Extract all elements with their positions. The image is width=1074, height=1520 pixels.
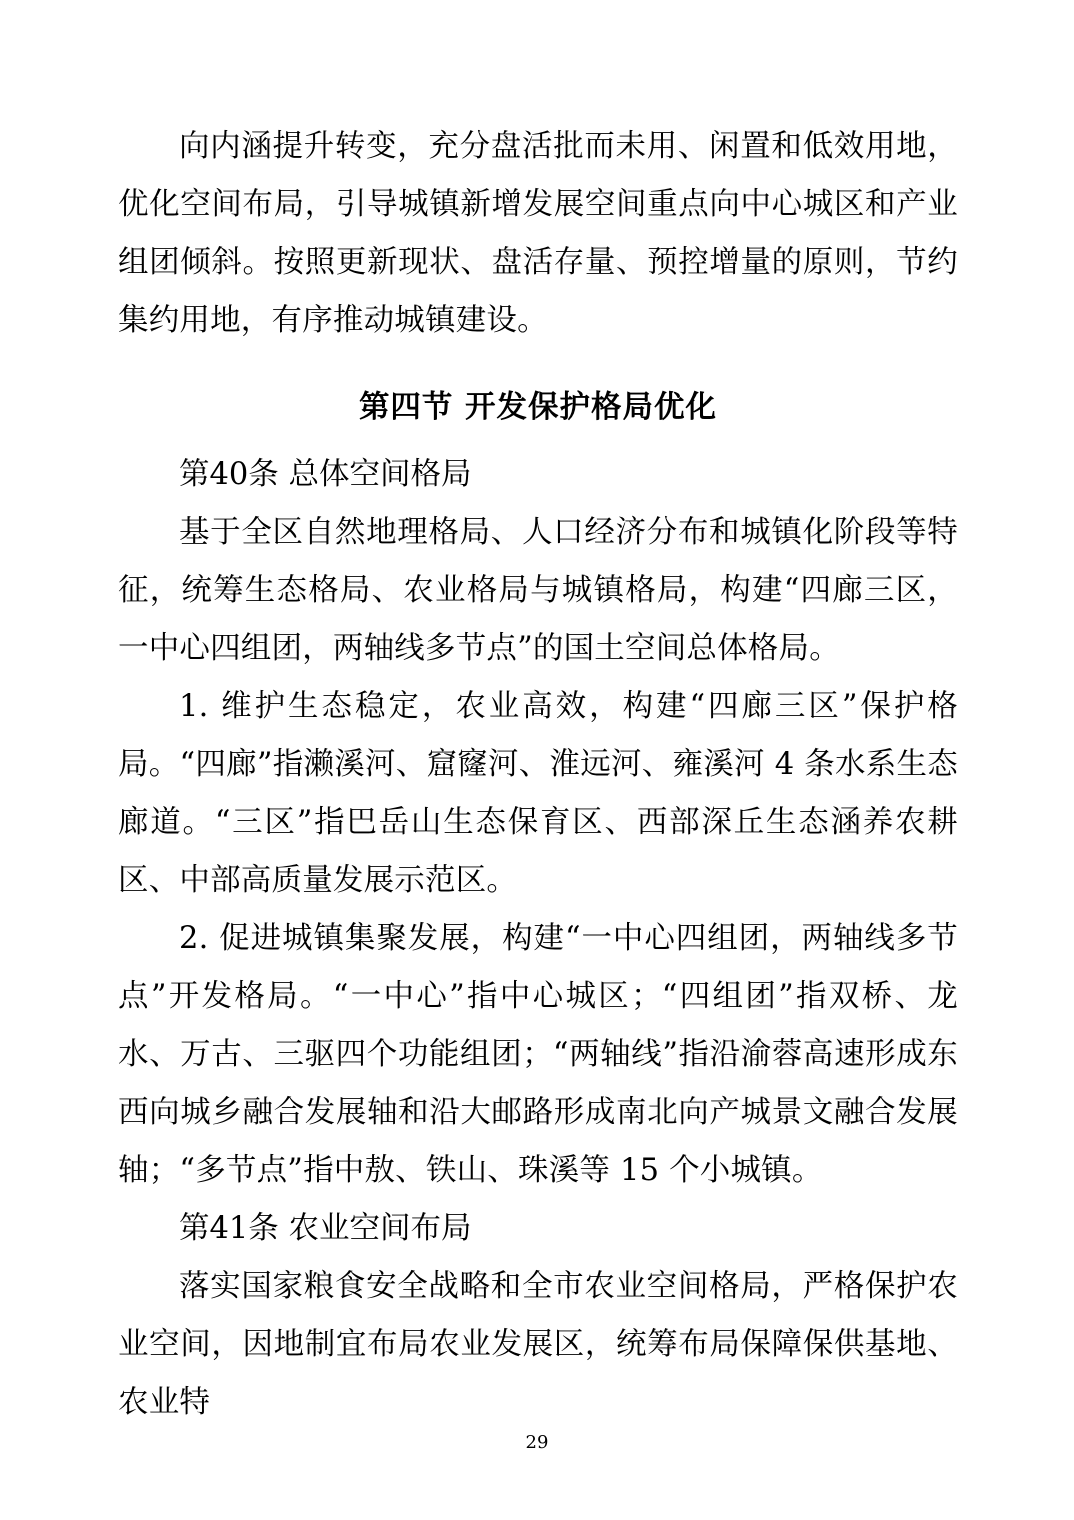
clause-41-title: 第41条 农业空间布局	[179, 1211, 472, 1246]
spacer	[118, 350, 958, 358]
paragraph-list-item-1: 1. 维护生态稳定，农业高效，构建“四廊三区”保护格局。“四廊”指濑溪河、窟窿河、淮远河、雍溪河 4 条水系生态廊道。“三区”指巴岳山生态保育区、西部深丘生态涵养农耕区、中部高质量发展示范区。	[118, 689, 958, 898]
section-heading: 第四节 开发保护格局优化	[358, 389, 718, 425]
page-number: 29	[525, 1432, 549, 1453]
clause-40-title: 第40条 总体空间格局	[179, 457, 472, 492]
paragraph-continuation: 向内涵提升转变，充分盘活批而未用、闲置和低效用地，优化空间布局，引导城镇新增发展空间重点向中心城区和产业组团倾斜。按照更新现状、盘活存量、预控增量的原则，节约集约用地，有序推动城镇建设。	[118, 129, 958, 338]
page-content	[118, 118, 958, 1432]
paragraph-list-item-2: 2. 促进城镇集聚发展，构建“一中心四组团，两轴线多节点”开发格局。“一中心”指中心城区；“四组团”指双桥、龙水、万古、三驱四个功能组团；“两轴线”指沿渝蓉高速形成东西向城乡融合发展轴和沿大邮路形成南北向产城景文融合发展轴；“多节点”指中敖、铁山、珠溪等 15 个小城镇。	[118, 921, 958, 1188]
paragraph-overall-spatial-pattern: 基于全区自然地理格局、人口经济分布和城镇化阶段等特征，统筹生态格局、农业格局与城镇格局，构建“四廊三区，一中心四组团，两轴线多节点”的国土空间总体格局。	[118, 515, 958, 666]
paragraph-agricultural-layout: 落实国家粮食安全战略和全市农业空间格局，严格保护农业空间，因地制宜布局农业发展区，统筹布局保障保供基地、农业特	[118, 1269, 958, 1420]
